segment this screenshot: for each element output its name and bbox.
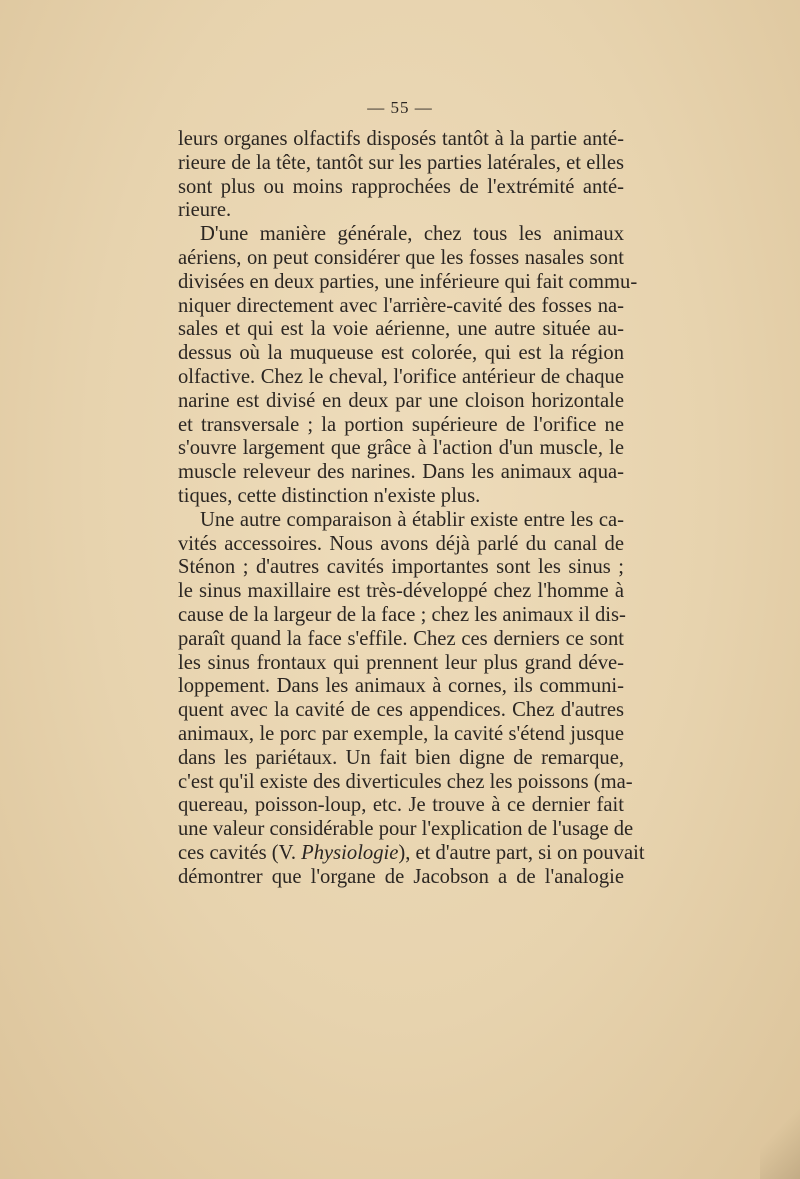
text-line: une valeur considérable pour l'explication de l'usage de [178, 818, 634, 841]
text-line: divisées en deux parties, une inférieure qui fait commu- [178, 270, 638, 293]
text-line: démontrer que l'organe de Jacobson a de l'analogie [178, 865, 624, 888]
text-line: D'une manière générale, chez tous les animaux [200, 223, 624, 246]
text-line: les sinus frontaux qui prennent leur plus grand déve- [178, 651, 624, 674]
text-line: olfactive. Chez le cheval, l'orifice antérieur de chaque [178, 365, 624, 388]
text-line: rieure. [178, 199, 232, 222]
text-line: narine est divisé en deux par une cloison horizontale [178, 389, 624, 412]
text-line: aériens, on peut considérer que les fosses nasales sont [178, 246, 624, 269]
italic-reference: Physiologie [301, 841, 399, 864]
text-line: sont plus ou moins rapprochées de l'extrémité anté- [178, 175, 624, 198]
text-line: Une autre comparaison à établir existe entre les ca- [200, 508, 624, 531]
text-line: niquer directement avec l'arrière-cavité des fosses na- [178, 294, 624, 317]
text-line: leurs organes olfactifs disposés tantôt à la partie anté- [178, 128, 624, 150]
text-line: c'est qu'il existe des diverticules chez les poissons (ma- [178, 770, 633, 793]
body-text [178, 128, 645, 890]
text-line: dessus où la muqueuse est colorée, qui est la région [178, 342, 624, 365]
text-line: ces cavités (V. Physiologie), et d'autre part, si on pouvait [178, 841, 645, 864]
text-line: Sténon ; d'autres cavités importantes sont les sinus ; [178, 556, 624, 579]
text-line: s'ouvre largement que grâce à l'action d'un muscle, le [178, 437, 624, 460]
text-line: animaux, le porc par exemple, la cavité s'étend jusque [178, 722, 624, 745]
text-line: cause de la largeur de la face ; chez les animaux il dis- [178, 603, 626, 626]
text-line: muscle releveur des narines. Dans les animaux aqua- [178, 461, 624, 484]
text-line: sales et qui est la voie aérienne, une autre située au- [178, 318, 624, 341]
text-line: quereau, poisson-loup, etc. Je trouve à ce dernier fait [178, 794, 624, 817]
page-corner-stain [760, 1099, 800, 1179]
text-line: quent avec la cavité de ces appendices. Chez d'autres [178, 699, 624, 722]
text-line: le sinus maxillaire est très-développé chez l'homme à [178, 580, 624, 603]
text-line: tiques, cette distinction n'existe plus. [178, 484, 481, 507]
text-line: rieure de la tête, tantôt sur les parties latérales, et elles [178, 151, 624, 174]
text-line: paraît quand la face s'effile. Chez ces derniers ce sont [178, 627, 624, 650]
text-line: vités accessoires. Nous avons déjà parlé du canal de [178, 532, 624, 555]
text-line: dans les pariétaux. Un fait bien digne de remarque, [178, 746, 624, 769]
text-line: loppement. Dans les animaux à cornes, ils communi- [178, 675, 624, 698]
page-number: — 55 — [367, 98, 433, 117]
text-line: et transversale ; la portion supérieure de l'orifice ne [178, 413, 624, 436]
